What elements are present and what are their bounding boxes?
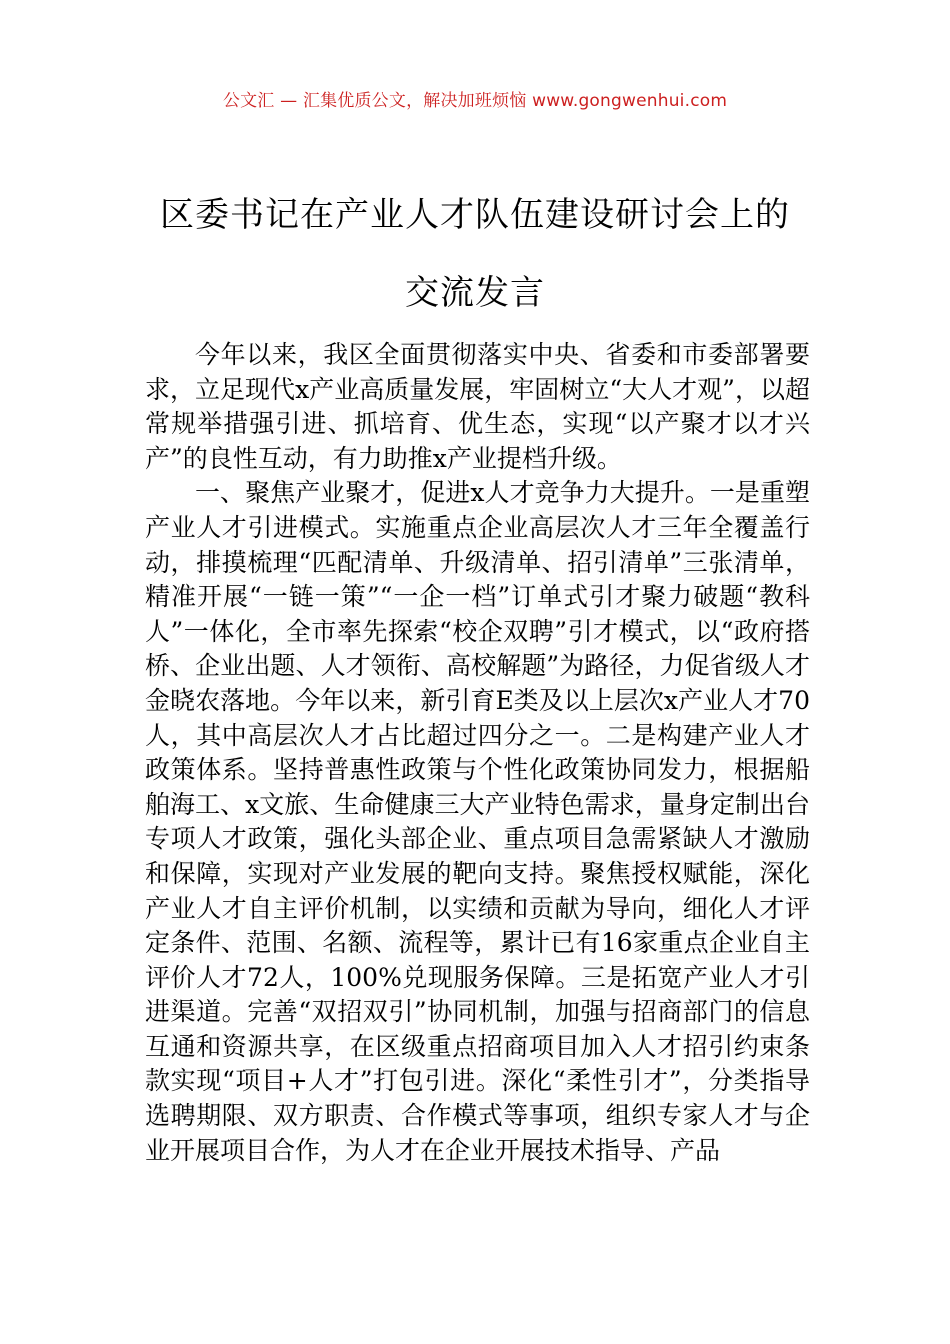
paragraph-intro: 今年以来，我区全面贯彻落实中央、省委和市委部署要求，立足现代x产业高质量发展，牢固树立“大人才观”，以超常规举措强引进、抓培育、优生态，实现“以产聚才以才兴产”的良性互动，有力助推x产业提档升级。 [145,340,810,473]
document-title [145,176,805,332]
title-line-1: 区委书记在产业人才队伍建设研讨会上的 [160,195,790,235]
paragraph-section-1: 一、聚焦产业聚才，促进x人才竞争力大提升。一是重塑产业人才引进模式。实施重点企业高层次人才三年全覆盖行动，排摸梳理“匹配清单、升级清单、招引清单”三张清单，精准开展“一链一策”“一企一档”订单式引才聚力破题“教科人”一体化，全市率先探索“校企双聘”引才模式，以“政府搭桥、企业出题、人才领衔、高校解题”为路径，力促省级人才金晓农落地。今年以来，新引育E类及以上层次x产业人才70人，其中高层次人才占比超过四分之一。二是构建产业人才政策体系。坚持普惠性政策与个性化政策协同发力，根据船舶海工、x文旅、生命健康三大产业特色需求，量身定制出台专项人才政策，强化头部企业、重点项目急需紧缺人才激励和保障，实现对产业发展的靶向支持。聚焦授权赋能，深化产业人才自主评价机制，以实绩和贡献为导向，细化人才评定条件、范围、名额、流程等，累计已有16家重点企业自主评价人才72人，100%兑现服务保障。三是拓宽产业人才引进渠道。完善“双招双引”协同机制，加强与招商部门的信息互通和资源共享，在区级重点招商项目加入人才招引约束条款实现“项目+人才”打包引进。深化“柔性引才”，分类指导选聘期限、双方职责、合作模式等事项，组织专家人才与企业开展项目合作，为人才在企业开展技术指导、产品 [145,478,810,1165]
title-line-2: 交流发言 [405,273,545,313]
document-body [145,338,810,1168]
site-banner: 公文汇 — 汇集优质公文，解决加班烦恼 www.gongwenhui.com [222,91,728,111]
